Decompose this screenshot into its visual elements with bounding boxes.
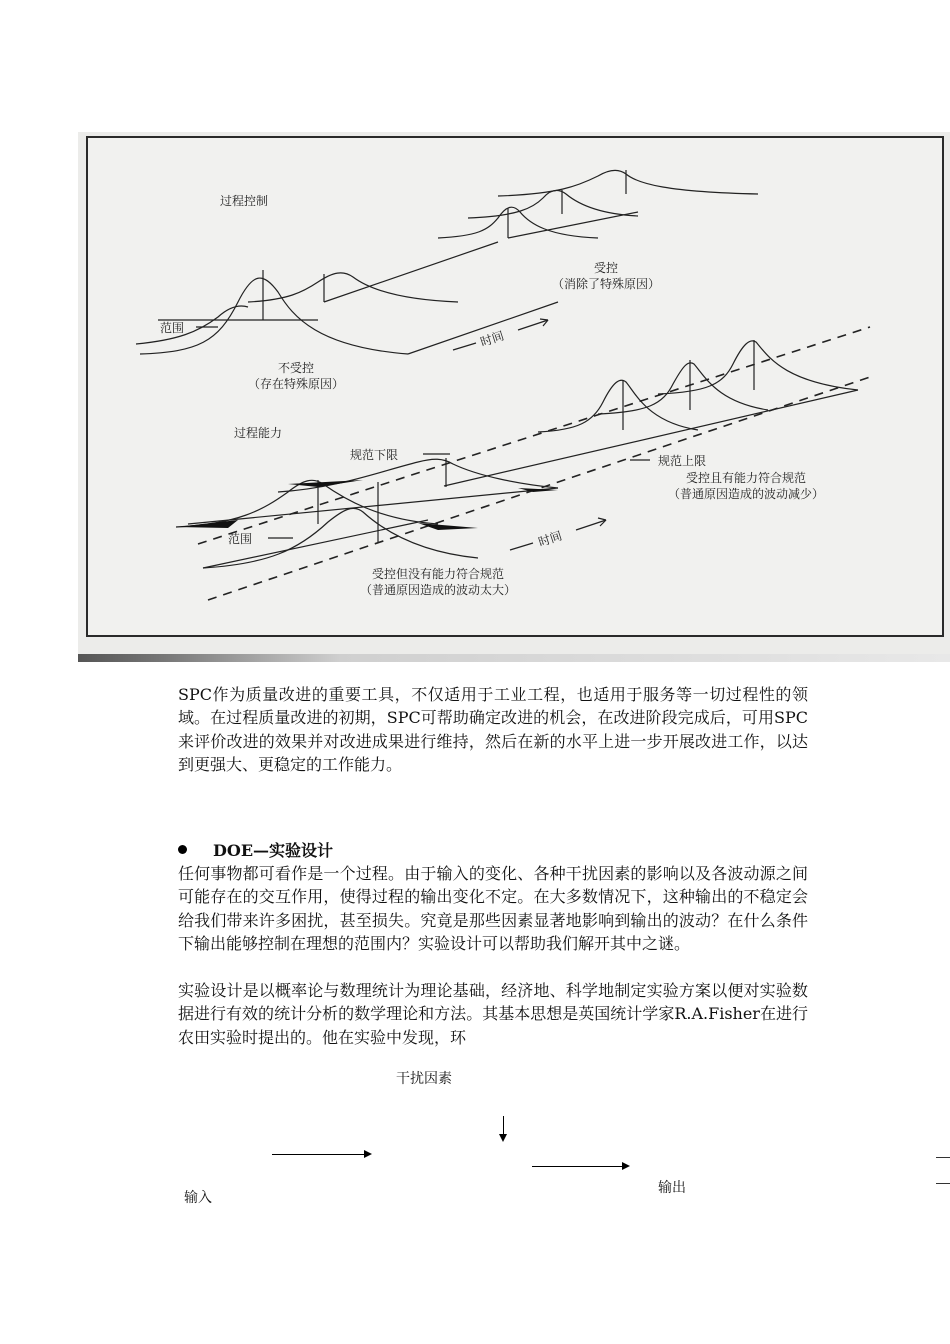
bullet-icon <box>178 845 187 854</box>
time-arrow-bottom-line-a <box>510 543 533 550</box>
edge-mark-1 <box>936 1157 950 1158</box>
time-arrow-top-line-a <box>453 343 476 350</box>
label-range-top: 范围 <box>160 321 185 335</box>
label-in-control-note: （消除了特殊原因） <box>551 277 661 291</box>
label-capable-title: 受控且有能力符合规范 <box>685 471 807 485</box>
paragraph-spc: SPC作为质量改进的重要工具，不仅适用于工业工程，也适用于服务等一切过程性的领域。在过程质量改进的初期，SPC可帮助确定改进的机会，在改进阶段完成后，可用SPC来评价改进的效果并对改进成果进行维持，然后在新的水平上进一步开展改进工作，以达到更强大、更稳定的工作能力。 <box>178 685 808 775</box>
section-heading-text: DOE—实验设计 <box>213 841 334 860</box>
label-out-of-control-note: （存在特殊原因） <box>247 377 345 391</box>
edge-mark-2 <box>936 1183 950 1184</box>
label-lower-spec: 规范下限 <box>350 448 399 462</box>
range-baseline-bottom <box>188 488 558 524</box>
label-range-bottom: 范围 <box>228 532 253 546</box>
label-in-control: 受控 <box>593 261 619 275</box>
disturbance-arrow <box>503 1116 504 1140</box>
label-upper-spec: 规范上限 <box>658 454 707 468</box>
curve-uncontrolled-2 <box>248 273 458 302</box>
out-of-spec-tail-1 <box>176 520 238 528</box>
curve-uncontrolled-3 <box>136 306 248 344</box>
paragraph-doe: 实验设计是以概率论与数理统计为理论基础，经济地、科学地制定实验方案以便对实验数据进行有效的统计分析的数学理论和方法。其基本思想是英国统计学家R.A.Fisher在进行农田实验时提出的。他在实验中发现，环 <box>178 981 808 1047</box>
label-not-capable-note: （普通原因造成的波动太大） <box>359 583 517 597</box>
curve-capable-1 <box>538 380 698 432</box>
label-time-top: 时间 <box>478 328 506 350</box>
paragraph-process: 任何事物都可看作是一个过程。由于输入的变化、各种干扰因素的影响以及各波动源之间可能存在的交互作用，使得过程的输出变化不定。在大多数情况下，这种输出的不稳定会给我们带来许多困扰，甚至损失。究竟是那些因素显著地影响到输出的波动？在什么条件下输出能够控制在理想的范围内？实验设计可以帮助我们解开其中之谜。 <box>178 864 808 954</box>
curve-controlled-3 <box>498 170 758 196</box>
label-input: 输入 <box>184 1190 212 1206</box>
controlled-baseline <box>508 212 638 238</box>
label-time-bottom: 时间 <box>536 528 564 550</box>
curve-uncontrolled-1 <box>140 278 408 354</box>
curve-not-capable-3 <box>278 459 558 492</box>
label-process-capability: 过程能力 <box>234 426 283 440</box>
drift-line-1 <box>324 242 498 302</box>
input-arrow <box>272 1154 370 1155</box>
label-capable-note: （普通原因造成的波动减少） <box>667 487 825 501</box>
label-disturbance: 干扰因素 <box>396 1071 452 1087</box>
process-figure <box>78 132 950 662</box>
output-arrow <box>532 1166 628 1167</box>
section-heading-doe <box>178 838 333 861</box>
scan-edge <box>78 654 950 662</box>
label-out-of-control: 不受控 <box>277 361 315 375</box>
curve-controlled-2 <box>468 191 638 218</box>
label-not-capable-title: 受控但没有能力符合规范 <box>371 567 505 581</box>
label-process-control: 过程控制 <box>220 194 269 208</box>
label-output: 输出 <box>658 1180 686 1196</box>
